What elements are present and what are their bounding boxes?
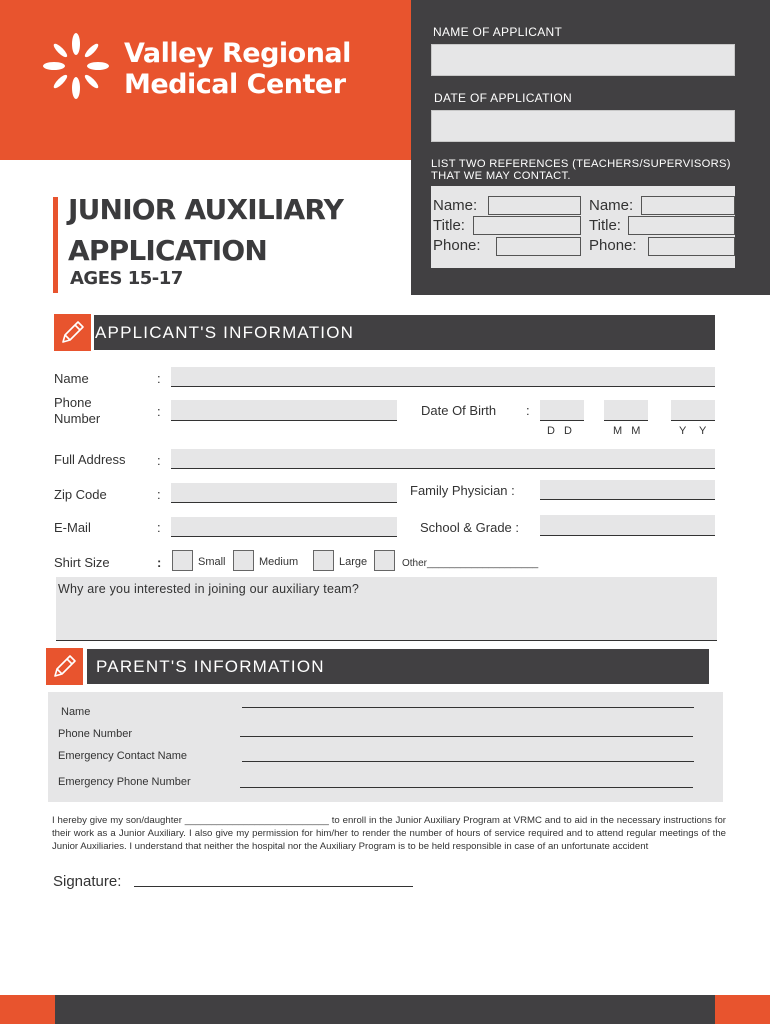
email-label: E-Mail (54, 520, 91, 535)
ref1-title-field[interactable] (473, 216, 581, 235)
phone-label (54, 395, 100, 427)
signature-label: Signature: (53, 873, 122, 890)
why-interested-prompt: Why are you interested in joining our auxiliary team? (58, 582, 360, 596)
parent-section-header (87, 649, 709, 684)
org-name (124, 38, 351, 100)
shirt-medium-checkbox[interactable] (233, 550, 254, 571)
shirt-small-checkbox[interactable] (172, 550, 193, 571)
ref1-title-label: Title: (433, 217, 465, 234)
dob-label: Date Of Birth (421, 403, 497, 418)
shirt-large-label: Large (339, 556, 368, 568)
name-of-applicant-field[interactable] (431, 44, 735, 76)
signature-field[interactable] (134, 886, 413, 887)
shirt-medium-label: Medium (259, 556, 299, 568)
title-accent-bar (53, 197, 58, 293)
references-label-line2: THAT WE MAY CONTACT. (431, 170, 571, 182)
dob-day-hint: D D (547, 425, 572, 437)
parent-pencil-badge (46, 648, 83, 685)
zip-label: Zip Code (54, 487, 107, 502)
physician-field[interactable] (540, 480, 715, 500)
zip-field[interactable] (171, 483, 397, 503)
ref2-phone-label: Phone: (589, 237, 637, 254)
ref1-phone-label: Phone: (433, 237, 481, 254)
form-title-line2: APPLICATION (68, 234, 267, 267)
footer-accent-right (715, 995, 770, 1024)
ref2-phone-field[interactable] (648, 237, 735, 256)
age-range: AGES 15-17 (70, 268, 183, 289)
dob-month-hint: M M (613, 425, 641, 437)
parent-phone-label: Phone Number (58, 728, 132, 740)
references-label (431, 158, 731, 182)
name-label: Name (54, 371, 89, 386)
pencil-icon (54, 314, 91, 351)
parent-section-title: PARENT'S INFORMATION (96, 657, 325, 676)
email-field[interactable] (171, 517, 397, 537)
starburst-logo-icon (40, 30, 112, 102)
phone-field[interactable] (171, 400, 397, 421)
emergency-name-field[interactable] (242, 761, 694, 762)
emergency-name-label: Emergency Contact Name (58, 750, 187, 762)
ref1-phone-field[interactable] (496, 237, 581, 256)
address-label: Full Address (54, 452, 126, 467)
zip-colon: : (157, 487, 161, 502)
address-colon: : (157, 453, 161, 468)
date-of-application-field[interactable] (431, 110, 735, 142)
applicant-section-header (94, 315, 715, 350)
shirt-small-label: Small (198, 556, 226, 568)
phone-label-line2: Number (54, 411, 101, 426)
ref2-name-field[interactable] (641, 196, 735, 215)
applicant-section-title: APPLICANT'S INFORMATION (95, 323, 355, 342)
address-field[interactable] (171, 449, 715, 469)
shirt-size-label: Shirt Size (54, 555, 110, 570)
org-name-line1: Valley Regional (124, 38, 351, 69)
ref2-name-label: Name: (589, 197, 634, 214)
name-of-applicant-label: NAME OF APPLICANT (433, 25, 563, 39)
name-field[interactable] (171, 367, 715, 387)
school-label: School & Grade : (420, 520, 519, 535)
footer-bar (55, 995, 715, 1024)
ref2-title-label: Title: (589, 217, 621, 234)
footer-accent-left (0, 995, 55, 1024)
name-colon: : (157, 371, 161, 386)
form-title-line1: JUNIOR AUXILIARY (68, 193, 344, 226)
shirt-size-colon: : (157, 555, 162, 570)
dob-year-field[interactable] (671, 400, 715, 421)
pencil-icon (46, 648, 83, 685)
org-name-line2: Medical Center (124, 69, 346, 100)
consent-paragraph: I hereby give my son/daughter ___________________________ to enroll in the Junior Auxiliary Program at VRMC and to aid in the necessary instructions for their work as a Junior Auxiliary. I also give my permission for him/her to render the number of hours of service required and to attend regular meetings of the Junior Auxiliaries. I understand that neither the hospital nor the Auxiliary Program is to be held responsible in case of an unfortunate accident (52, 815, 726, 852)
shirt-other-checkbox[interactable] (374, 550, 395, 571)
date-of-application-label: DATE OF APPLICATION (434, 91, 572, 105)
emergency-phone-label: Emergency Phone Number (58, 776, 191, 788)
phone-label-line1: Phone (54, 395, 92, 410)
ref1-name-label: Name: (433, 197, 478, 214)
ref2-title-field[interactable] (628, 216, 735, 235)
shirt-large-checkbox[interactable] (313, 550, 334, 571)
dob-year-hint: Y Y (679, 425, 707, 437)
shirt-other-label: Other____________________ (402, 558, 539, 569)
why-interested-field[interactable] (56, 577, 717, 641)
phone-colon: : (157, 404, 161, 419)
dob-colon: : (526, 403, 530, 418)
emergency-phone-field[interactable] (240, 787, 693, 788)
parent-name-label: Name (61, 706, 91, 718)
applicant-pencil-badge (54, 314, 91, 351)
ref1-name-field[interactable] (488, 196, 581, 215)
dob-month-field[interactable] (604, 400, 648, 421)
references-label-line1: LIST TWO REFERENCES (TEACHERS/SUPERVISORS) (431, 158, 731, 170)
parent-name-field[interactable] (242, 707, 694, 708)
school-field[interactable] (540, 515, 715, 536)
physician-label: Family Physician : (410, 483, 515, 498)
email-colon: : (157, 520, 161, 535)
parent-phone-field[interactable] (240, 736, 693, 737)
dob-day-field[interactable] (540, 400, 584, 421)
